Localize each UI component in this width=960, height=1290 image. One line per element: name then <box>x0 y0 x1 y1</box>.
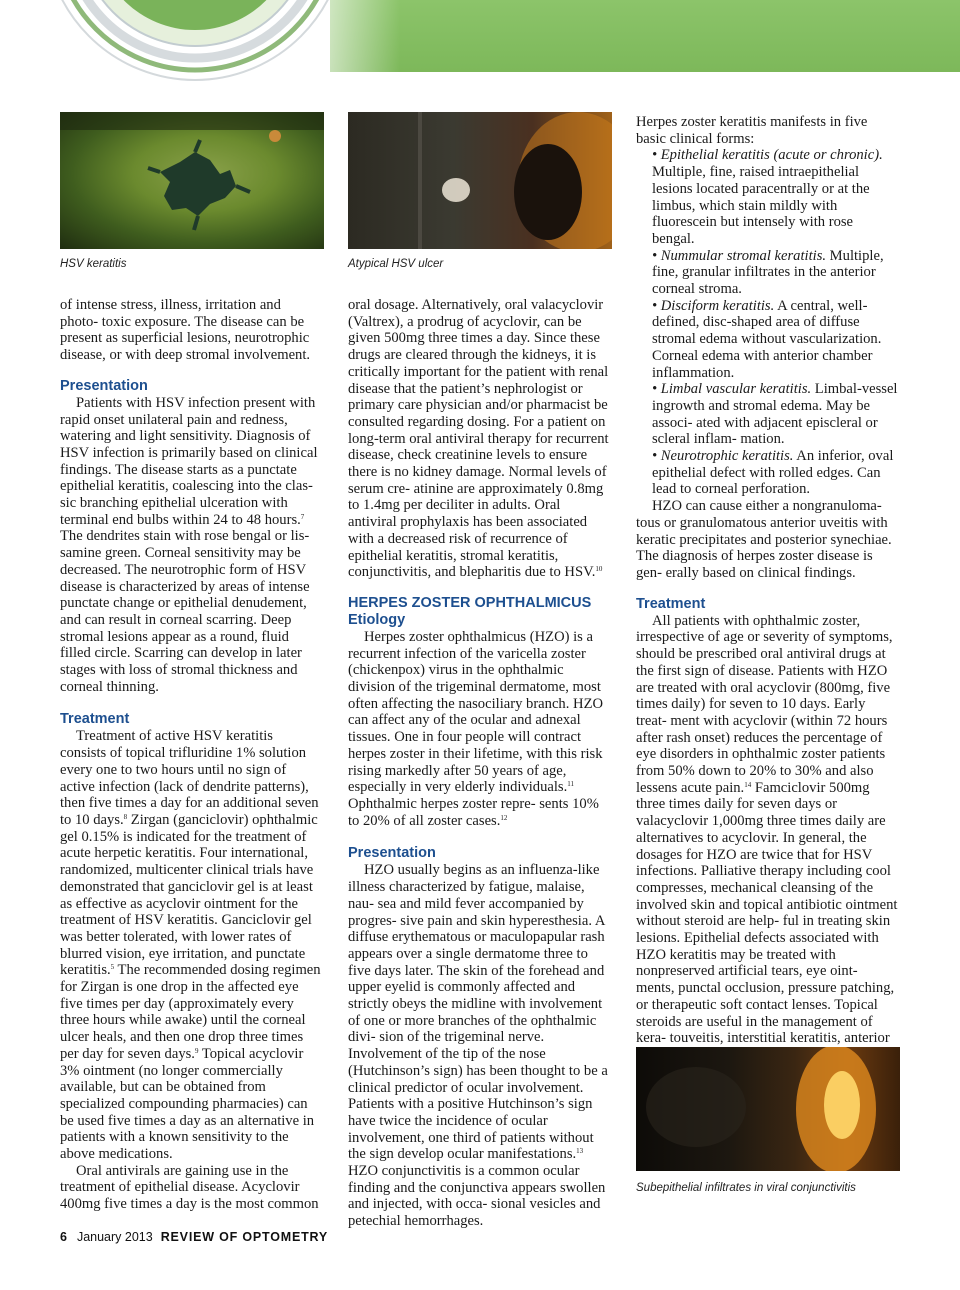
header-banner <box>0 0 960 88</box>
list-item: • Nummular stromal keratitis. Multiple, fine, granular infiltrates in the anterior corneal stroma. <box>652 247 884 298</box>
paragraph: of intense stress, illness, irritation and photo- toxic exposure. The disease can be present as superficial lesions, neurotrophic disease, or with deep stromal involvement. <box>60 297 311 364</box>
caption-atypical-hsv-ulcer: Atypical HSV ulcer <box>348 258 444 270</box>
paragraph: Herpes zoster ophthalmicus (HZO) is a recurrent infection of the varicella zoster (chickenpox) virus in the ophthalmic division of the trigeminal dermatome, most often affecting the nasociliary branch. HZO can affect any of the ocular and adnexal tissues. One in four people will contract herpes zoster in their lifetime, with this risk rising markedly after 50 years of age, especially in very elderly individuals.$^{11}$ Ophthalmic herpes zoster repre- sents 10% to 20% of all zoster cases.$^{12}$ <box>348 628 604 829</box>
paragraph: Treatment of active HSV keratitis consists of topical trifluridine 1% solution every one to two hours until no sign of active infection (lack of dendrite patterns), then five times a day for an additional seven to 10 days.$^8$ Zirgan (ganciclovir) ophthalmic gel 0.15% is indicated for the treatment of acute herpetic keratitis. Four international, randomized, multicenter clinical trials have demonstrated that ganciclovir gel is at least as effective as acyclovir ointment for the treatment of HSV keratitis. Ganciclovir gel was better tolerated, with lower rates of blurred vision, eye irritation, and punctate keratitis.$^5$ The recommended dosing regimen for Zirgan is one drop in the affected eye five times per day (approximately every three hours while awake) until the corneal ulcer heals, and then one drop three times per day for seven days.$^9$ Topical acyclovir 3% ointment (no longer commercially available, but can be obtained from specialized compounding pharmacies) can be used five times a day as an alternative in patients with a known sensitivity to the above medications. <box>60 728 321 1163</box>
list-item: • Disciform keratitis. A central, well-defined, disc-shaped area of diffuse stromal edema without vascularization. Corneal edema with anterior chamber inflammation. <box>652 297 882 381</box>
banner-ring-graphic <box>0 0 960 88</box>
list-item: • Neurotrophic keratitis. An inferior, oval epithelial defect with rolled edges. Can lead to corneal perforation. <box>652 448 894 498</box>
photo-hsv-keratitis <box>60 112 324 249</box>
paragraph: All patients with ophthalmic zoster, irrespective of age or severity of symptoms, should be prescribed oral antiviral drugs at the first sign of disease. Patients with HZO are treated with oral acyclovir (800mg, five times daily) for seven to 10 days. Early treat- ment with acyclovir (within 72 hours after rash onset) reduces the percentage of eye disorders in ophthalmic zoster patients from 50% down to 20% to 30% and also lessens acute pain.$^{14}$ Famciclovir 500mg three times daily for seven days or valacyclovir 1,000mg three times daily are alternatives to acyclovir. In general, the dosages for HZO are twice that for HSV infections. Palliative therapy including cool compresses, mechanical cleansing of the involved skin and topical antibiotic ointment without steroid are help- ful in treating skin lesions. Epithelial defects associated with HZO keratitis may be treated with nonpreserved artificial tears, eye oint- ments, punctal occlusion, pressure patching, or therapeutic soft contact lenses. Topical steroids are useful in the management of kera- touveitis, interstitial keratitis, anterior <box>636 612 898 1047</box>
caption-hsv-keratitis: HSV keratitis <box>60 258 127 270</box>
photo-atypical-hsv-ulcer <box>348 112 612 249</box>
heading-etiology: Etiology <box>348 611 406 628</box>
paragraph: HZO usually begins as an influenza-like illness characterized by fatigue, malaise, nau- sea and mild fever accompanied by progres- sive pain and skin hyperesthesia. A diffuse erythematous or maculopapular rash appears over a single dermatome three to five days later. The skin of the forehead and upper eyelid is commonly affected and strictly obeys the midline with involvement of one or more branches of the ophthalmic divi- sion of the trigeminal nerve. Involvement of the tip of the nose (Hutchinson’s sign) has been thought to be a clinical predictor of ocular involvement. Patients with a positive Hutchinson’s sign have twice the incidence of ocular involvement, one third of patients without the sign develop ocular manifestations.$^{13}$ HZO conjunctivitis is a common ocular finding and the conjunctiva appears swollen and injected, with occa- sional vesicles and petechial hemorrhages. <box>348 862 608 1230</box>
page-number: 6 <box>60 1230 67 1244</box>
heading-treatment: Treatment <box>60 711 130 728</box>
column-3 <box>636 114 898 1097</box>
heading-presentation: Presentation <box>348 845 436 862</box>
magazine-name: REVIEW OF OPTOMETRY <box>160 1230 329 1244</box>
list-item: • Epithelial keratitis (acute or chronic). Multiple, fine, raised intraepithelial lesions located paracentrally or at the limbus, which stain mildly with fluorescein but intensely with rose bengal. <box>652 147 883 247</box>
paragraph: oral dosage. Alternatively, oral valacyclovir (Valtrex), a prodrug of acyclovir, can be given 500mg three times a day. Since these drugs are cleared through the kidneys, it is critically important for the patient with renal disease that the patient’s nephrologist or primary care physician and/or pharmacist be consulted regarding dosing. For a patient on long-term oral antiviral therapy for recurrent disease, check creatinine levels to ensure there is no kidney damage. Normal levels of serum cre- atinine are approximately 0.8mg to 1.4mg per deciliter in adults. Oral antiviral prophylaxis has been associated with a decreased risk of recurrence of epithelial keratitis, stromal keratitis, conjunctivitis, and blepharitis due to HSV.$^{10}$ <box>348 297 609 581</box>
column-2 <box>348 297 612 1230</box>
heading-presentation: Presentation <box>60 377 148 394</box>
list-item: • Limbal vascular keratitis. Limbal-vessel ingrowth and stromal edema. May be associ- ated with adjacent episcleral or scleral inflam- mation. <box>652 381 898 448</box>
issue-date: January 2013 <box>76 1230 153 1244</box>
heading-herpes-zoster-ophthalmicus: HERPES ZOSTER OPHTHALMICUS <box>348 594 592 611</box>
photo-subepithelial-infiltrates <box>636 1047 900 1171</box>
paragraph: Patients with HSV infection present with rapid onset unilateral pain and redness, watering and light sensitivity. Diagnosis of HSV infection is primarily based on clinical findings. The disease starts as a punctate epithelial keratitis, coalescing into the clas- sic branching epithelial ulceration with terminal end bulbs within 24 to 48 hours.$^7$ The dendrites stain with rose bengal or lis- samine green. Corneal sensitivity may be decreased. The neurotrophic form of HSV disease is characterized by areas of intense punctate change or epithelial denudement, and can result in corneal scarring. Deep stromal lesions appear as a round, fluid filled circle. Scarring can develop in later stages with loss of stromal thickness and corneal thinning. <box>60 394 318 695</box>
heading-treatment: Treatment <box>636 595 706 612</box>
column-1 <box>60 297 322 1213</box>
paragraph: HZO can cause either a nongranuloma- tous or granulomatous anterior uveitis with keratic precipitates and posterior synechiae. The diagnosis of herpes zoster disease is gen- erally based on clinical findings. <box>636 498 892 581</box>
paragraph: Oral antivirals are gaining use in the treatment of epithelial disease. Acyclovir 400mg five times a day is the most common <box>60 1162 319 1213</box>
paragraph: Herpes zoster keratitis manifests in five basic clinical forms: <box>636 114 868 147</box>
caption-subepithelial-infiltrates: Subepithelial infiltrates in viral conjunctivitis <box>636 1182 856 1194</box>
page-footer <box>60 1230 328 1244</box>
